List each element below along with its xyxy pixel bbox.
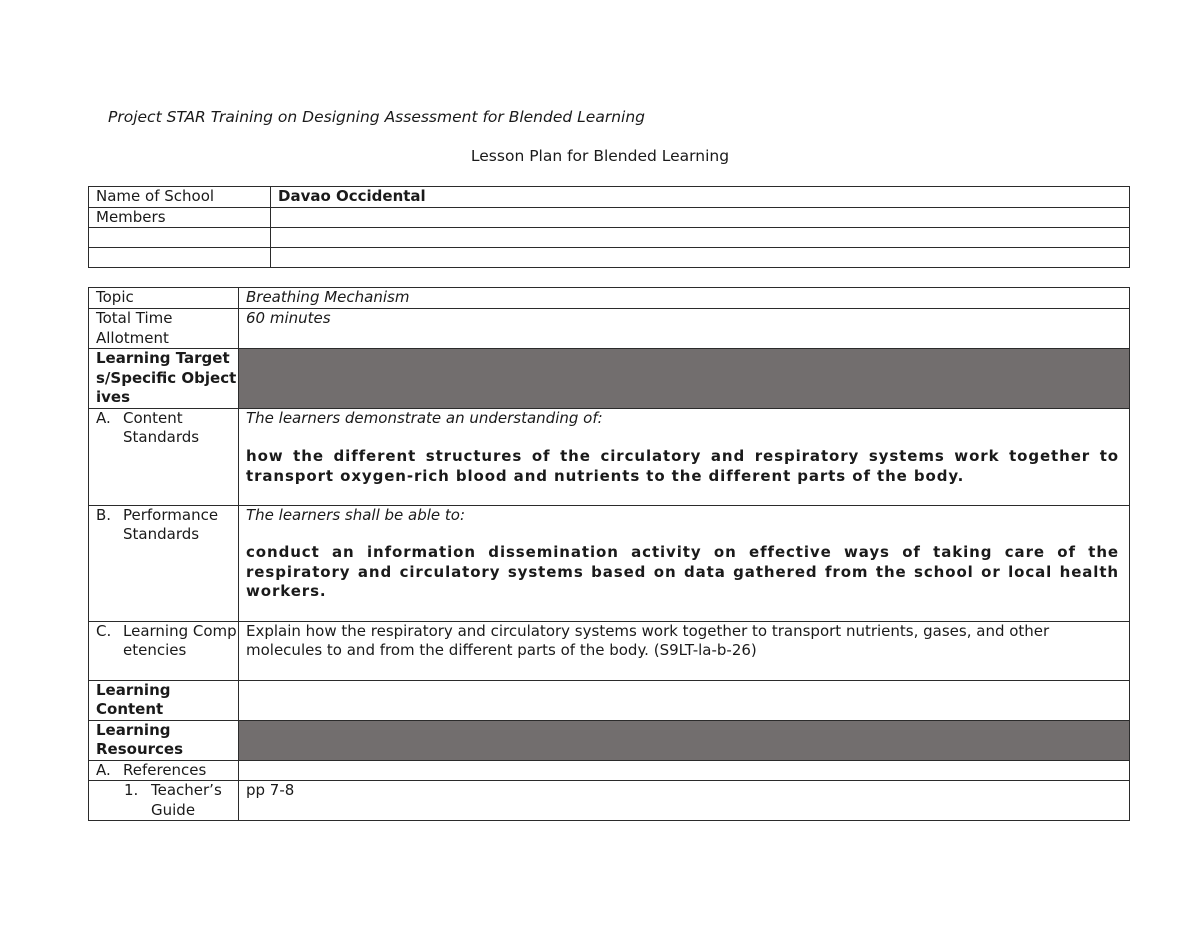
- time-allotment-value: 60 minutes: [239, 309, 1130, 349]
- shaded-cell: [239, 720, 1130, 760]
- members-label: Members: [89, 207, 271, 228]
- topic-value: Breathing Mechanism: [239, 288, 1130, 309]
- name-of-school-label: Name of School: [89, 187, 271, 208]
- members-value: [271, 207, 1130, 228]
- teachers-guide-value: pp 7-8: [239, 781, 1130, 821]
- blank-cell: [89, 248, 271, 268]
- blank-cell: [271, 248, 1130, 268]
- performance-standards-intro: The learners shall be able to:: [246, 505, 466, 524]
- document-title: Lesson Plan for Blended Learning: [470, 147, 730, 165]
- performance-standards-text: conduct an information dissemination activity on effective ways of taking care of the respiratory and circulatory systems based on data gathered from the school or local health workers.: [246, 543, 1119, 600]
- table-row: [89, 349, 1130, 409]
- time-allotment-label: Total Time Allotment: [89, 309, 239, 349]
- references-value: [239, 760, 1130, 781]
- learning-content-value: [239, 680, 1130, 720]
- table-row: [89, 680, 1130, 720]
- content-standards-intro: The learners demonstrate an understanding of:: [246, 408, 603, 427]
- table-row: [89, 760, 1130, 781]
- table-row: [89, 309, 1130, 349]
- blank-cell: [271, 228, 1130, 248]
- table-row: [89, 505, 1130, 621]
- table-row: [89, 781, 1130, 821]
- table-row: [89, 248, 1130, 268]
- blank-cell: [89, 228, 271, 248]
- project-line: Project STAR Training on Designing Assessment for Blended Learning: [108, 108, 645, 126]
- table-row: [89, 720, 1130, 760]
- lesson-plan-table: [88, 287, 1130, 821]
- performance-standards-label: B. Performance Standards: [89, 505, 239, 621]
- name-of-school-value: Davao Occidental: [271, 187, 1130, 208]
- table-row: [89, 288, 1130, 309]
- content-standards-label: A. Content Standards: [89, 408, 239, 505]
- learning-content-label: Learning Content: [89, 680, 239, 720]
- shaded-cell: [239, 349, 1130, 409]
- performance-standards-value: [239, 505, 1130, 621]
- learning-competencies-label: C. Learning Competencies: [89, 621, 239, 680]
- table-row: [89, 228, 1130, 248]
- table-row: [89, 621, 1130, 680]
- learning-resources-label: Learning Resources: [89, 720, 239, 760]
- table-row: [89, 207, 1130, 228]
- school-info-table: [88, 186, 1130, 268]
- table-row: [89, 408, 1130, 505]
- table-row: [89, 187, 1130, 208]
- references-label: A. References: [89, 760, 239, 781]
- topic-label: Topic: [89, 288, 239, 309]
- learning-targets-label: Learning Targets/Specific Objectives: [89, 349, 239, 409]
- teachers-guide-label: 1. Teacher’s Guide: [89, 781, 239, 821]
- content-standards-value: [239, 408, 1130, 505]
- learning-competencies-value: Explain how the respiratory and circulatory systems work together to transport nutrients, gases, and other molecules to and from the different parts of the body. (S9LT-la-b-26): [239, 621, 1130, 680]
- content-standards-text: how the different structures of the circulatory and respiratory systems work together to transport oxygen-rich blood and nutrients to the different parts of the body.: [246, 447, 1119, 485]
